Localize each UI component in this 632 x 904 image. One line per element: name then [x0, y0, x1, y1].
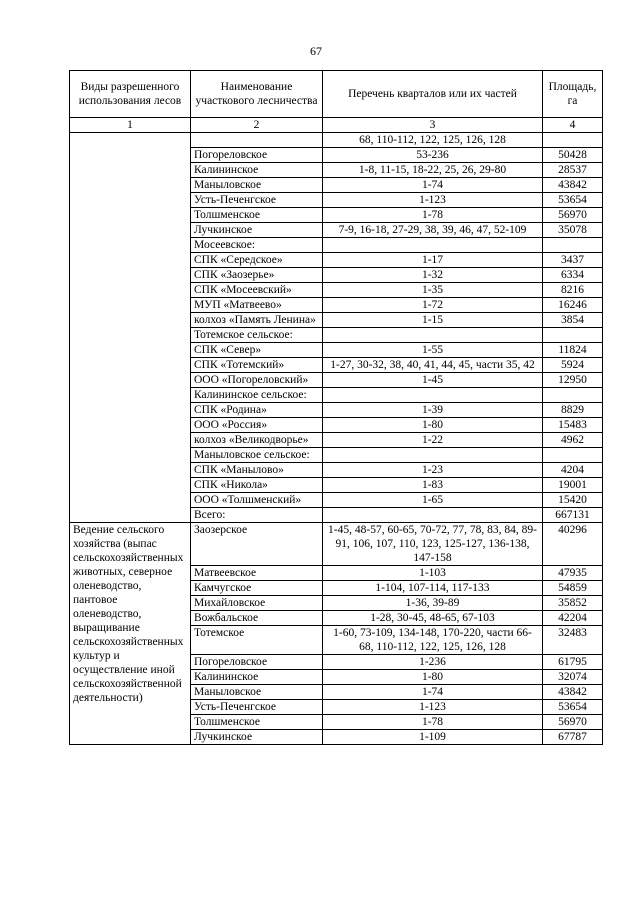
forestry-name-cell: СПК «Заозерье»: [191, 268, 323, 283]
area-cell: 8829: [543, 403, 603, 418]
quarters-cell: 1-104, 107-114, 117-133: [323, 581, 543, 596]
forestry-name-cell: Всего:: [191, 508, 323, 523]
area-cell: 667131: [543, 508, 603, 523]
forestry-name-cell: Толшменское: [191, 715, 323, 730]
area-cell: 53654: [543, 193, 603, 208]
area-cell: 5924: [543, 358, 603, 373]
forestry-name-cell: ООО «Россия»: [191, 418, 323, 433]
table-body: [70, 133, 603, 745]
area-cell: [543, 328, 603, 343]
quarters-cell: [323, 508, 543, 523]
forestry-name-cell: колхоз «Великодворье»: [191, 433, 323, 448]
area-cell: 32483: [543, 626, 603, 655]
quarters-cell: 1-22: [323, 433, 543, 448]
quarters-cell: 1-123: [323, 193, 543, 208]
forest-use-table: [69, 70, 603, 745]
forestry-name-cell: Калининское: [191, 670, 323, 685]
quarters-cell: 1-80: [323, 418, 543, 433]
quarters-cell: 53-236: [323, 148, 543, 163]
area-cell: 43842: [543, 685, 603, 700]
area-cell: 32074: [543, 670, 603, 685]
quarters-cell: 1-45, 48-57, 60-65, 70-72, 77, 78, 83, 84, 89-91, 106, 107, 110, 123, 125-127, 136-138, 147-158: [323, 523, 543, 566]
quarters-cell: 1-27, 30-32, 38, 40, 41, 44, 45, части 35, 42: [323, 358, 543, 373]
area-cell: 4962: [543, 433, 603, 448]
forestry-name-cell: Маныловское сельское:: [191, 448, 323, 463]
area-cell: 53654: [543, 700, 603, 715]
forestry-name-cell: Заозерское: [191, 523, 323, 566]
area-cell: [543, 133, 603, 148]
quarters-cell: 1-109: [323, 730, 543, 745]
area-cell: 56970: [543, 208, 603, 223]
forestry-name-cell: Мосеевское:: [191, 238, 323, 253]
area-cell: 47935: [543, 566, 603, 581]
column-number-2: 2: [191, 118, 323, 133]
forestry-name-cell: Калининское сельское:: [191, 388, 323, 403]
quarters-cell: [323, 328, 543, 343]
column-number-3: 3: [323, 118, 543, 133]
forestry-name-cell: Михайловское: [191, 596, 323, 611]
forestry-name-cell: Лучкинское: [191, 730, 323, 745]
forestry-name-cell: ООО «Толшменский»: [191, 493, 323, 508]
quarters-cell: [323, 388, 543, 403]
area-cell: [543, 388, 603, 403]
quarters-cell: 1-74: [323, 178, 543, 193]
forestry-name-cell: Маныловское: [191, 685, 323, 700]
quarters-cell: 1-60, 73-109, 134-148, 170-220, части 66-68, 110-112, 122, 125, 126, 128: [323, 626, 543, 655]
quarters-cell: 1-36, 39-89: [323, 596, 543, 611]
quarters-cell: 1-39: [323, 403, 543, 418]
forestry-name-cell: Матвеевское: [191, 566, 323, 581]
quarters-cell: 1-103: [323, 566, 543, 581]
area-cell: 11824: [543, 343, 603, 358]
forestry-name-cell: Погореловское: [191, 655, 323, 670]
forestry-name-cell: СПК «Никола»: [191, 478, 323, 493]
column-number-4: 4: [543, 118, 603, 133]
quarters-cell: 68, 110-112, 122, 125, 126, 128: [323, 133, 543, 148]
table-header: [70, 71, 603, 133]
forestry-name-cell: МУП «Матвеево»: [191, 298, 323, 313]
forestry-name-cell: Тотемское сельское:: [191, 328, 323, 343]
area-cell: 3437: [543, 253, 603, 268]
forestry-name-cell: Лучкинское: [191, 223, 323, 238]
header-forestry-name: Наименование участкового лесничества: [191, 71, 323, 118]
area-cell: 19001: [543, 478, 603, 493]
area-cell: 28537: [543, 163, 603, 178]
quarters-cell: 1-72: [323, 298, 543, 313]
forestry-name-cell: Погореловское: [191, 148, 323, 163]
forestry-name-cell: СПК «Родина»: [191, 403, 323, 418]
area-cell: 35078: [543, 223, 603, 238]
table-row: [70, 133, 603, 148]
quarters-cell: 1-123: [323, 700, 543, 715]
forestry-name-cell: ООО «Погореловский»: [191, 373, 323, 388]
quarters-cell: 1-17: [323, 253, 543, 268]
quarters-cell: 1-78: [323, 208, 543, 223]
area-cell: 16246: [543, 298, 603, 313]
forestry-name-cell: Камчугское: [191, 581, 323, 596]
quarters-cell: 1-45: [323, 373, 543, 388]
forestry-name-cell: СПК «Тотемский»: [191, 358, 323, 373]
quarters-cell: 1-15: [323, 313, 543, 328]
area-cell: 40296: [543, 523, 603, 566]
quarters-cell: 1-236: [323, 655, 543, 670]
use-type-cell-continued: [70, 133, 191, 523]
table-row: [70, 523, 603, 566]
header-use-type: Виды разрешенного использования лесов: [70, 71, 191, 118]
area-cell: 61795: [543, 655, 603, 670]
quarters-cell: [323, 238, 543, 253]
area-cell: 3854: [543, 313, 603, 328]
forestry-name-cell: Маныловское: [191, 178, 323, 193]
use-type-cell: Ведение сельского хозяйства (выпас сельскохозяйственных животных, северное оленеводство, пантовое оленеводство, выращивание сельскохозяйственных культур и осуществление иной сельскохозяйственной деятельности): [70, 523, 191, 745]
area-cell: [543, 238, 603, 253]
area-cell: 6334: [543, 268, 603, 283]
forestry-name-cell: Тотемское: [191, 626, 323, 655]
forestry-name-cell: Вожбальское: [191, 611, 323, 626]
area-cell: 15483: [543, 418, 603, 433]
quarters-cell: 1-32: [323, 268, 543, 283]
quarters-cell: 1-28, 30-45, 48-65, 67-103: [323, 611, 543, 626]
forestry-name-cell: СПК «Середское»: [191, 253, 323, 268]
area-cell: 43842: [543, 178, 603, 193]
area-cell: 4204: [543, 463, 603, 478]
quarters-cell: 7-9, 16-18, 27-29, 38, 39, 46, 47, 52-109: [323, 223, 543, 238]
quarters-cell: 1-74: [323, 685, 543, 700]
forestry-name-cell: СПК «Север»: [191, 343, 323, 358]
forestry-name-cell: Усть-Печенгское: [191, 700, 323, 715]
forestry-name-cell: [191, 133, 323, 148]
quarters-cell: 1-83: [323, 478, 543, 493]
quarters-cell: 1-78: [323, 715, 543, 730]
area-cell: 54859: [543, 581, 603, 596]
area-cell: 67787: [543, 730, 603, 745]
area-cell: 15420: [543, 493, 603, 508]
quarters-cell: [323, 448, 543, 463]
quarters-cell: 1-23: [323, 463, 543, 478]
header-area: Площадь, га: [543, 71, 603, 118]
area-cell: [543, 448, 603, 463]
area-cell: 12950: [543, 373, 603, 388]
forestry-name-cell: СПК «Мосеевский»: [191, 283, 323, 298]
quarters-cell: 1-65: [323, 493, 543, 508]
forestry-name-cell: Усть-Печенгское: [191, 193, 323, 208]
forestry-name-cell: СПК «Манылово»: [191, 463, 323, 478]
forestry-name-cell: Толшменское: [191, 208, 323, 223]
area-cell: 50428: [543, 148, 603, 163]
column-number-1: 1: [70, 118, 191, 133]
area-cell: 35852: [543, 596, 603, 611]
quarters-cell: 1-55: [323, 343, 543, 358]
quarters-cell: 1-80: [323, 670, 543, 685]
forestry-name-cell: колхоз «Память Ленина»: [191, 313, 323, 328]
area-cell: 42204: [543, 611, 603, 626]
area-cell: 8216: [543, 283, 603, 298]
header-quarters: Перечень кварталов или их частей: [323, 71, 543, 118]
quarters-cell: 1-8, 11-15, 18-22, 25, 26, 29-80: [323, 163, 543, 178]
forestry-name-cell: Калининское: [191, 163, 323, 178]
area-cell: 56970: [543, 715, 603, 730]
quarters-cell: 1-35: [323, 283, 543, 298]
page-number: 67: [310, 44, 322, 58]
